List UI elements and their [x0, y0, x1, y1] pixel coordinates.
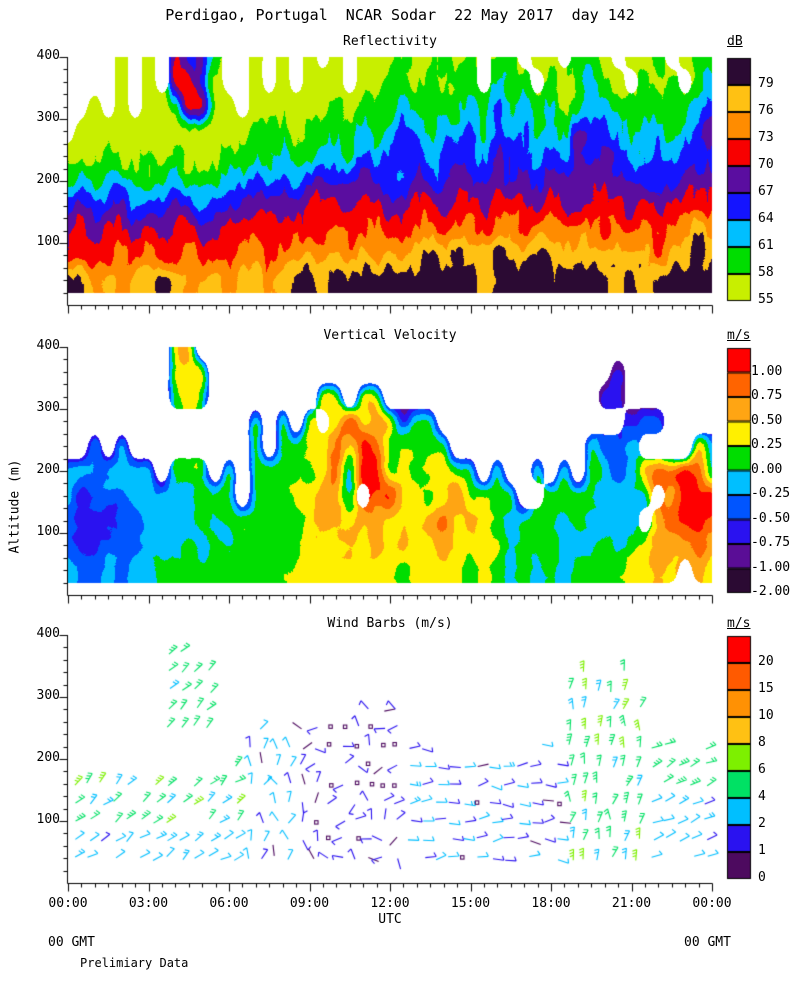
colorbar-unit-ms-barbs: m/s	[727, 616, 751, 631]
gmt-start-label: 00 GMT	[48, 935, 95, 950]
colorbar-tick-label: 2	[758, 816, 766, 831]
y-tick-label: 300	[36, 688, 60, 703]
colorbar-tick-label: 55	[758, 292, 774, 307]
colorbar-tick-label: 6	[758, 762, 766, 777]
x-tick-label: 06:00	[209, 896, 249, 911]
panel-title-wind-barbs: Wind Barbs (m/s)	[327, 616, 453, 631]
x-tick-label: 21:00	[611, 896, 652, 911]
x-tick-label: 03:00	[128, 896, 169, 911]
y-tick-label: 200	[36, 750, 60, 765]
x-tick-label: 00:00	[48, 896, 88, 911]
colorbar-tick-label: 15	[758, 681, 774, 696]
colorbar-tick-label: 0.25	[751, 437, 783, 452]
colorbar-tick-label: 8	[758, 735, 766, 750]
x-tick-label: 00:00	[692, 896, 732, 911]
colorbar-tick-label: 1.00	[751, 363, 783, 379]
colorbar-tick-label: 61	[758, 238, 774, 253]
colorbar-tick-label: -0.25	[751, 486, 791, 501]
y-tick-label: 100	[36, 524, 60, 539]
x-tick-label: 12:00	[370, 896, 410, 911]
colorbar-tick-label: -0.75	[751, 535, 791, 550]
colorbar-tick-label: 0.00	[751, 461, 783, 477]
colorbar-tick-label: 67	[758, 184, 774, 199]
gmt-end-label: 00 GMT	[684, 935, 731, 950]
colorbar-tick-label: 4	[758, 789, 766, 804]
colorbar-tick-label: 70	[758, 157, 774, 172]
colorbar-tick-label: 64	[758, 211, 774, 226]
y-tick-label: 400	[36, 338, 60, 353]
colorbar-tick-label: 10	[758, 708, 774, 723]
main-title: Perdigao, Portugal NCAR Sodar 22 May 2017 day 142	[165, 6, 635, 24]
colorbar-unit-ms-velocity: m/s	[727, 328, 751, 343]
colorbar-tick-label: 58	[758, 265, 774, 280]
y-tick-label: 400	[36, 48, 60, 63]
colorbar-tick-label: 76	[758, 103, 774, 118]
x-axis-label: UTC	[378, 912, 402, 927]
colorbar-tick-label: 79	[758, 76, 774, 91]
colorbar-tick-label: 0.75	[751, 388, 783, 403]
y-tick-label: 100	[36, 234, 60, 249]
colorbar-tick-label: 20	[758, 654, 774, 669]
y-axis-label: Altitude (m)	[7, 459, 23, 554]
colorbar-tick-label: 1	[758, 843, 766, 858]
y-tick-label: 200	[36, 462, 60, 477]
y-tick-label: 400	[36, 626, 60, 641]
y-tick-label: 300	[36, 110, 60, 125]
x-tick-label: 15:00	[450, 896, 491, 911]
y-tick-label: 100	[36, 812, 60, 827]
x-tick-label: 09:00	[289, 896, 330, 911]
colorbar-tick-label: -0.50	[751, 510, 791, 526]
colorbar-tick-label: 0	[758, 870, 766, 885]
colorbar-unit-db: dB	[727, 34, 743, 49]
y-tick-label: 300	[36, 400, 60, 415]
y-tick-label: 200	[36, 172, 60, 187]
colorbar-tick-label: -1.00	[751, 559, 791, 575]
colorbar-tick-label: -2.00	[751, 584, 791, 599]
panel-title-reflectivity: Reflectivity	[343, 34, 437, 49]
colorbar-tick-label: 0.50	[751, 412, 783, 428]
x-tick-label: 18:00	[531, 896, 571, 911]
panel-title-vertical-velocity: Vertical Velocity	[323, 328, 457, 343]
preliminary-data-note: Prelimiary Data	[80, 956, 189, 970]
colorbar-tick-label: 73	[758, 130, 774, 145]
